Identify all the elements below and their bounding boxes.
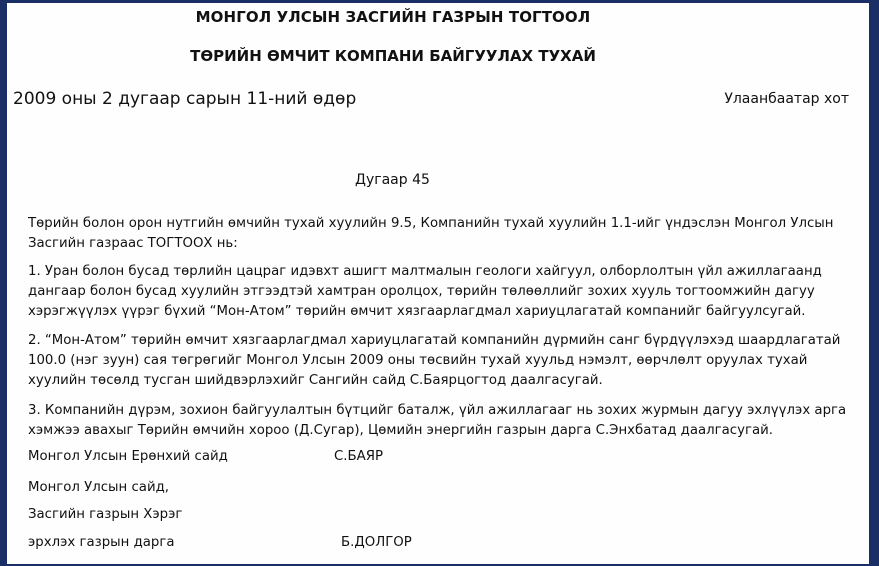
intro-paragraph: Төрийн болон орон нутгийн өмчийн тухай хуулийн 9.5, Компанийн тухай хуулийн 1.1-ийг үндэслэн Монгол Улсын Засгийн газраас ТОГТООХ нь: <box>28 216 834 251</box>
minister-title-line-3: эрхлэх газрын дарга <box>28 535 175 550</box>
item-3-paragraph: 3. Компанийн дүрэм, зохион байгуулалтын бүтцийг баталж, үйл ажиллагааг нь зохих журмын дагуу эхлүүлэх арга хэмжээ авахыг Төрийн өмчийн хороо (Д.Сугар), Цөмийн энергийн газрын дарга С.Энхбатад даалгасугай. <box>28 403 847 438</box>
minister-title-line-1: Монгол Улсын сайд, <box>28 480 170 495</box>
item-1-paragraph: 1. Уран болон бусад төрлийн цацраг идэвхт ашигт малтмалын геологи хайгуул, олборлолтын үйл ажиллагаанд дангаар болон бусад хуулийн этгээдтэй хамтран оролцох, төрийн төлөөллийг зохих хууль тогтоомжийн дагуу хэрэгжүүлэх үүрэг бүхий “Мон-Атом” төрийн өмчит хязгаарлагдмал хариуцлагатай компанийг байгуулсугай. <box>28 264 822 319</box>
prime-minister-title: Монгол Улсын Ерөнхий сайд <box>28 449 228 464</box>
minister-name: Б.ДОЛГОР <box>341 535 412 550</box>
document-page <box>7 3 869 564</box>
document-date: 2009 оны 2 дугаар сарын 11-ний өдөр <box>13 89 357 109</box>
minister-title-line-2: Засгийн газрын Хэрэг <box>28 507 183 522</box>
document-title: МОНГОЛ УЛСЫН ЗАСГИЙН ГАЗРЫН ТОГТООЛ <box>195 8 591 26</box>
document-number: Дугаар 45 <box>355 172 430 188</box>
document-subtitle: ТӨРИЙН ӨМЧИТ КОМПАНИ БАЙГУУЛАХ ТУХАЙ <box>190 47 596 65</box>
prime-minister-name: С.БАЯР <box>334 449 383 464</box>
item-2-paragraph: 2. “Мон-Атом” төрийн өмчит хязгаарлагдмал хариуцлагатай компанийн дүрмийн санг бүрдүүлэхэд шаардлагатай 100.0 (нэг зуун) сая төгрөгийг Монгол Улсын 2009 оны төсвийн тухай хуульд нэмэлт, өөрчлөлт оруулах тухай хуулийн төсөлд тусган шийдвэрлэхийг Сангийн сайд С.Баярцогтод даалгасугай. <box>28 333 841 388</box>
document-city: Улаанбаатар хот <box>724 91 849 107</box>
